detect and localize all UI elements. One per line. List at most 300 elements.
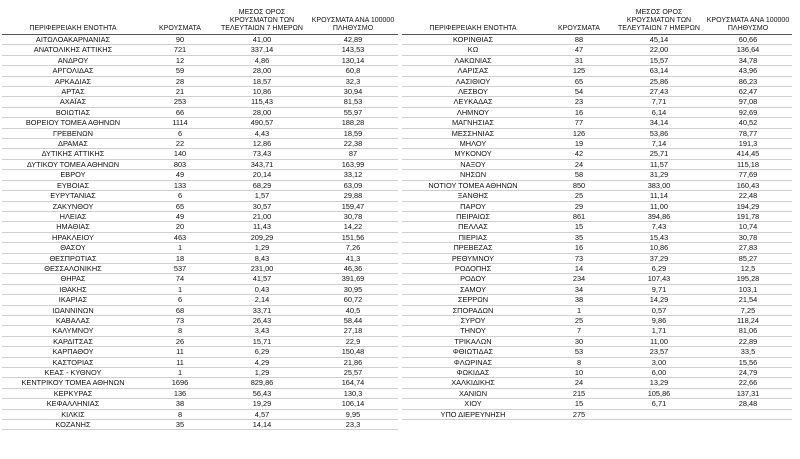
avg7-cell: 1,29 (216, 368, 308, 378)
per100k-cell: 32,3 (308, 76, 398, 86)
cases-cell: 34 (544, 284, 614, 294)
per100k-cell: 30,94 (308, 87, 398, 97)
cases-cell: 25 (544, 315, 614, 325)
per100k-cell: 21,54 (704, 295, 792, 305)
per100k-cell: 85,27 (704, 253, 792, 263)
table-row (402, 128, 792, 138)
cases-cell: 140 (144, 149, 216, 159)
table-row (2, 180, 398, 190)
cases-table-left (2, 8, 398, 430)
per100k-cell: 191,3 (704, 139, 792, 149)
per100k-cell: 43,96 (704, 66, 792, 76)
cases-cell: 10 (544, 368, 614, 378)
region-cell: ΑΡΤΑΣ (2, 87, 144, 97)
per100k-cell: 188,28 (308, 118, 398, 128)
cases-cell: 77 (544, 118, 614, 128)
region-cell: ΡΟΔΟΥ (402, 274, 544, 284)
col-header-cases-per-100k: ΚΡΟΥΣΜΑΤΑ ΑΝΑ 100000 ΠΛΗΘΥΣΜΟ (308, 8, 398, 35)
per100k-cell: 160,43 (704, 180, 792, 190)
avg7-cell: 6,14 (614, 107, 704, 117)
avg7-cell: 19,29 (216, 399, 308, 409)
table-row (2, 347, 398, 357)
avg7-cell: 6,29 (614, 263, 704, 273)
cases-cell: 21 (144, 87, 216, 97)
region-cell: ΑΝΑΤΟΛΙΚΗΣ ΑΤΤΙΚΗΣ (2, 45, 144, 55)
region-cell: ΘΕΣΠΡΩΤΙΑΣ (2, 253, 144, 263)
table-row (2, 118, 398, 128)
per100k-cell: 42,89 (308, 35, 398, 45)
table-row (2, 284, 398, 294)
table-row (402, 399, 792, 409)
avg7-cell: 11,00 (614, 336, 704, 346)
region-cell: ΛΕΥΚΑΔΑΣ (402, 97, 544, 107)
avg7-cell: 30,57 (216, 201, 308, 211)
region-cell: ΚΙΛΚΙΣ (2, 409, 144, 419)
cases-cell: 6 (144, 128, 216, 138)
region-cell: ΛΗΜΝΟΥ (402, 107, 544, 117)
region-cell: ΣΕΡΡΩΝ (402, 295, 544, 305)
table-row (402, 66, 792, 76)
col-header-region: ΠΕΡΙΦΕΡΕΙΑΚΗ ΕΝΟΤΗΤΑ (402, 8, 544, 35)
per100k-cell: 46,36 (308, 263, 398, 273)
per100k-cell: 60,66 (704, 35, 792, 45)
table-row (402, 201, 792, 211)
region-cell: ΚΕΑΣ - ΚΥΘΝΟΥ (2, 368, 144, 378)
per100k-cell: 77,69 (704, 170, 792, 180)
per100k-cell: 87 (308, 149, 398, 159)
table-row (2, 232, 398, 242)
per100k-cell: 23,3 (308, 420, 398, 430)
table-row (402, 326, 792, 336)
region-cell: ΚΑΣΤΟΡΙΑΣ (2, 357, 144, 367)
cases-cell: 38 (144, 399, 216, 409)
region-cell: ΘΗΡΑΣ (2, 274, 144, 284)
avg7-cell: 0,43 (216, 284, 308, 294)
region-cell: ΚΟΡΙΝΘΙΑΣ (402, 35, 544, 45)
avg7-cell: 6,00 (614, 368, 704, 378)
cases-cell: 1114 (144, 118, 216, 128)
per100k-cell: 28,48 (704, 399, 792, 409)
table-row (402, 45, 792, 55)
cases-cell: 7 (544, 326, 614, 336)
table-row (2, 305, 398, 315)
region-cell: ΚΑΒΑΛΑΣ (2, 315, 144, 325)
per100k-cell: 86,23 (704, 76, 792, 86)
avg7-cell: 41,57 (216, 274, 308, 284)
table-row (2, 107, 398, 117)
table-row (402, 336, 792, 346)
per100k-cell: 22,48 (704, 191, 792, 201)
cases-cell: 861 (544, 211, 614, 221)
cases-cell: 31 (544, 55, 614, 65)
table-row (402, 263, 792, 273)
region-cell: ΧΑΛΚΙΔΙΚΗΣ (402, 378, 544, 388)
per100k-cell: 55,97 (308, 107, 398, 117)
table-row (2, 170, 398, 180)
per100k-cell: 22,66 (704, 378, 792, 388)
avg7-cell: 45,14 (614, 35, 704, 45)
per100k-cell: 194,29 (704, 201, 792, 211)
table-row (402, 222, 792, 232)
table-row (2, 55, 398, 65)
table-row (402, 159, 792, 169)
region-cell: ΕΥΡΥΤΑΝΙΑΣ (2, 191, 144, 201)
per100k-cell: 27,18 (308, 326, 398, 336)
per100k-cell: 136,64 (704, 45, 792, 55)
avg7-cell: 25,86 (614, 76, 704, 86)
region-cell: ΥΠΟ ΔΙΕΡΕΥΝΗΣΗ (402, 409, 544, 419)
region-cell: ΙΘΑΚΗΣ (2, 284, 144, 294)
avg7-cell: 1,71 (614, 326, 704, 336)
per100k-cell: 58,44 (308, 315, 398, 325)
cases-cell: 16 (544, 243, 614, 253)
region-cell: ΠΑΡΟΥ (402, 201, 544, 211)
region-cell: ΠΕΛΛΑΣ (402, 222, 544, 232)
avg7-cell: 28,00 (216, 66, 308, 76)
region-cell: ΚΕΦΑΛΛΗΝΙΑΣ (2, 399, 144, 409)
region-cell: ΚΑΛΥΜΝΟΥ (2, 326, 144, 336)
region-cell: ΑΝΔΡΟΥ (2, 55, 144, 65)
region-cell: ΜΑΓΝΗΣΙΑΣ (402, 118, 544, 128)
cases-cell: 850 (544, 180, 614, 190)
avg7-cell: 14,29 (614, 295, 704, 305)
table-row (402, 295, 792, 305)
per100k-cell: 62,47 (704, 87, 792, 97)
table-row (402, 378, 792, 388)
table-row (2, 315, 398, 325)
table-body-right (402, 35, 792, 420)
cases-cell: 133 (144, 180, 216, 190)
avg7-cell: 2,14 (216, 295, 308, 305)
table-row (2, 45, 398, 55)
avg7-cell: 21,00 (216, 211, 308, 221)
cases-cell: 58 (544, 170, 614, 180)
table-row (402, 305, 792, 315)
avg7-cell: 56,43 (216, 388, 308, 398)
avg7-cell: 11,43 (216, 222, 308, 232)
avg7-cell: 115,43 (216, 97, 308, 107)
cases-cell: 721 (144, 45, 216, 55)
table-row (2, 222, 398, 232)
table-row (402, 107, 792, 117)
region-cell: ΑΧΑΪΑΣ (2, 97, 144, 107)
cases-cell: 65 (144, 201, 216, 211)
per100k-cell: 14,22 (308, 222, 398, 232)
region-cell: ΜΗΛΟΥ (402, 139, 544, 149)
avg7-cell: 63,14 (614, 66, 704, 76)
region-cell: ΤΗΝΟΥ (402, 326, 544, 336)
avg7-cell: 4,86 (216, 55, 308, 65)
avg7-cell: 11,57 (614, 159, 704, 169)
table-row (402, 284, 792, 294)
cases-cell: 90 (144, 35, 216, 45)
region-cell: ΗΜΑΘΙΑΣ (2, 222, 144, 232)
cases-table-right (402, 8, 792, 420)
region-cell: ΡΕΘΥΜΝΟΥ (402, 253, 544, 263)
per100k-cell: 22,89 (704, 336, 792, 346)
avg7-cell: 26,43 (216, 315, 308, 325)
cases-cell: 54 (544, 87, 614, 97)
cases-cell: 12 (144, 55, 216, 65)
region-cell: ΚΑΡΔΙΤΣΑΣ (2, 336, 144, 346)
table-row (402, 315, 792, 325)
avg7-cell: 9,86 (614, 315, 704, 325)
table-row (402, 76, 792, 86)
table-row (402, 232, 792, 242)
region-cell: ΛΑΡΙΣΑΣ (402, 66, 544, 76)
cases-cell: 65 (544, 76, 614, 86)
table-row (2, 368, 398, 378)
avg7-cell: 27,43 (614, 87, 704, 97)
region-cell: ΠΕΙΡΑΙΩΣ (402, 211, 544, 221)
cases-cell: 6 (144, 191, 216, 201)
table-row (402, 274, 792, 284)
region-cell: ΑΡΓΟΛΙΔΑΣ (2, 66, 144, 76)
avg7-cell: 28,00 (216, 107, 308, 117)
table-row (2, 159, 398, 169)
region-cell: ΘΕΣΣΑΛΟΝΙΚΗΣ (2, 263, 144, 273)
region-cell: ΔΡΑΜΑΣ (2, 139, 144, 149)
cases-cell: 22 (144, 139, 216, 149)
avg7-cell: 394,86 (614, 211, 704, 221)
region-cell: ΕΥΒΟΙΑΣ (2, 180, 144, 190)
table-row (402, 191, 792, 201)
avg7-cell: 11,14 (614, 191, 704, 201)
cases-cell: 49 (144, 170, 216, 180)
avg7-cell: 8,43 (216, 253, 308, 263)
per100k-cell: 21,86 (308, 357, 398, 367)
cases-cell: 30 (544, 336, 614, 346)
per100k-cell: 130,3 (308, 388, 398, 398)
cases-cell: 74 (144, 274, 216, 284)
region-cell: ΙΚΑΡΙΑΣ (2, 295, 144, 305)
table-row (2, 191, 398, 201)
region-cell: ΛΑΣΙΘΙΟΥ (402, 76, 544, 86)
table-row (402, 118, 792, 128)
region-cell: ΚΑΡΠΑΘΟΥ (2, 347, 144, 357)
cases-cell: 20 (144, 222, 216, 232)
region-cell: ΣΠΟΡΑΔΩΝ (402, 305, 544, 315)
avg7-cell: 33,71 (216, 305, 308, 315)
region-cell: ΛΕΣΒΟΥ (402, 87, 544, 97)
region-cell: ΛΑΚΩΝΙΑΣ (402, 55, 544, 65)
per100k-cell: 164,74 (308, 378, 398, 388)
per100k-cell: 33,12 (308, 170, 398, 180)
avg7-cell: 4,57 (216, 409, 308, 419)
table-row (402, 139, 792, 149)
region-cell: ΖΑΚΥΝΘΟΥ (2, 201, 144, 211)
per100k-cell: 30,95 (308, 284, 398, 294)
cases-cell: 38 (544, 295, 614, 305)
avg7-cell: 15,57 (614, 55, 704, 65)
table-row (2, 409, 398, 419)
per100k-cell: 25,57 (308, 368, 398, 378)
per100k-cell: 137,31 (704, 388, 792, 398)
table-row (402, 388, 792, 398)
region-cell: ΕΒΡΟΥ (2, 170, 144, 180)
region-cell: ΜΥΚΟΝΟΥ (402, 149, 544, 159)
cases-cell: 215 (544, 388, 614, 398)
region-cell: ΚΩ (402, 45, 544, 55)
table-row (402, 211, 792, 221)
per100k-cell: 7,26 (308, 243, 398, 253)
table-row (402, 368, 792, 378)
region-cell: ΣΑΜΟΥ (402, 284, 544, 294)
cases-cell: 73 (144, 315, 216, 325)
per100k-cell: 60,72 (308, 295, 398, 305)
avg7-cell: 7,43 (614, 222, 704, 232)
per100k-cell: 10,74 (704, 222, 792, 232)
region-cell: ΑΡΚΑΔΙΑΣ (2, 76, 144, 86)
table-row (2, 295, 398, 305)
table-row (402, 35, 792, 45)
cases-cell: 66 (144, 107, 216, 117)
region-cell: ΑΙΤΩΛΟΑΚΑΡΝΑΝΙΑΣ (2, 35, 144, 45)
cases-cell: 1696 (144, 378, 216, 388)
region-cell: ΗΡΑΚΛΕΙΟΥ (2, 232, 144, 242)
per100k-cell: 33,5 (704, 347, 792, 357)
header-row (2, 8, 398, 35)
avg7-cell: 4,29 (216, 357, 308, 367)
table-row (2, 274, 398, 284)
col-header-7day-average: ΜΕΣΟΣ ΟΡΟΣ ΚΡΟΥΣΜΑΤΩΝ ΤΩΝ ΤΕΛΕΥΤΑΙΩΝ 7 ΗΜΕΡΩΝ (216, 8, 308, 35)
avg7-cell: 68,29 (216, 180, 308, 190)
region-cell: ΣΥΡΟΥ (402, 315, 544, 325)
cases-cell: 59 (144, 66, 216, 76)
avg7-cell: 1,29 (216, 243, 308, 253)
table-row (2, 388, 398, 398)
region-cell: ΝΟΤΙΟΥ ΤΟΜΕΑ ΑΘΗΝΩΝ (402, 180, 544, 190)
region-cell: ΞΑΝΘΗΣ (402, 191, 544, 201)
region-cell: ΦΩΚΙΔΑΣ (402, 368, 544, 378)
region-cell: ΡΟΔΟΠΗΣ (402, 263, 544, 273)
table-row (2, 66, 398, 76)
table-row (2, 149, 398, 159)
avg7-cell: 31,29 (614, 170, 704, 180)
per100k-cell: 78,77 (704, 128, 792, 138)
avg7-cell: 25,71 (614, 149, 704, 159)
avg7-cell: 11,00 (614, 201, 704, 211)
avg7-cell: 0,57 (614, 305, 704, 315)
avg7-cell: 53,86 (614, 128, 704, 138)
avg7-cell: 14,14 (216, 420, 308, 430)
table-body-left (2, 35, 398, 430)
per100k-cell: 391,69 (308, 274, 398, 284)
region-cell: ΗΛΕΙΑΣ (2, 211, 144, 221)
cases-cell: 234 (544, 274, 614, 284)
region-cell: ΓΡΕΒΕΝΩΝ (2, 128, 144, 138)
table-row (2, 243, 398, 253)
table-row (402, 55, 792, 65)
table-row (2, 326, 398, 336)
per100k-cell: 30,78 (308, 211, 398, 221)
table-row (2, 420, 398, 430)
table-row (2, 357, 398, 367)
per100k-cell: 7,25 (704, 305, 792, 315)
cases-cell: 29 (544, 201, 614, 211)
cases-cell: 68 (144, 305, 216, 315)
avg7-cell: 3,00 (614, 357, 704, 367)
cases-cell: 11 (144, 347, 216, 357)
cases-cell: 42 (544, 149, 614, 159)
per100k-cell: 103,1 (704, 284, 792, 294)
table-row (2, 139, 398, 149)
cases-cell: 136 (144, 388, 216, 398)
avg7-cell: 343,71 (216, 159, 308, 169)
cases-cell: 24 (544, 159, 614, 169)
per100k-cell: 163,99 (308, 159, 398, 169)
cases-cell: 24 (544, 378, 614, 388)
per100k-cell: 22,38 (308, 139, 398, 149)
cases-cell: 1 (144, 284, 216, 294)
col-header-7day-average: ΜΕΣΟΣ ΟΡΟΣ ΚΡΟΥΣΜΑΤΩΝ ΤΩΝ ΤΕΛΕΥΤΑΙΩΝ 7 ΗΜΕΡΩΝ (614, 8, 704, 35)
avg7-cell: 41,00 (216, 35, 308, 45)
table-row (2, 35, 398, 45)
cases-cell: 18 (144, 253, 216, 263)
per100k-cell: 40,5 (308, 305, 398, 315)
region-cell: ΒΟΙΩΤΙΑΣ (2, 107, 144, 117)
per100k-cell: 15,56 (704, 357, 792, 367)
per100k-cell: 24,79 (704, 368, 792, 378)
table-row (402, 87, 792, 97)
cases-cell: 6 (144, 295, 216, 305)
per100k-cell: 81,53 (308, 97, 398, 107)
header-row (402, 8, 792, 35)
col-header-cases: ΚΡΟΥΣΜΑΤΑ (144, 8, 216, 35)
table-row (2, 128, 398, 138)
avg7-cell: 3,43 (216, 326, 308, 336)
region-cell: ΦΘΙΩΤΙΔΑΣ (402, 347, 544, 357)
region-cell: ΠΙΕΡΙΑΣ (402, 232, 544, 242)
cases-cell: 16 (544, 107, 614, 117)
region-cell: ΔΥΤΙΚΟΥ ΤΟΜΕΑ ΑΘΗΝΩΝ (2, 159, 144, 169)
per100k-cell: 60,8 (308, 66, 398, 76)
table-row (402, 149, 792, 159)
avg7-cell: 34,14 (614, 118, 704, 128)
table-row (402, 409, 792, 419)
col-header-region: ΠΕΡΙΦΕΡΕΙΑΚΗ ΕΝΟΤΗΤΑ (2, 8, 144, 35)
region-cell: ΚΕΝΤΡΙΚΟΥ ΤΟΜΕΑ ΑΘΗΝΩΝ (2, 378, 144, 388)
avg7-cell: 20,14 (216, 170, 308, 180)
table-row (2, 336, 398, 346)
avg7-cell: 4,43 (216, 128, 308, 138)
region-cell: ΤΡΙΚΑΛΩΝ (402, 336, 544, 346)
avg7-cell: 337,14 (216, 45, 308, 55)
cases-cell: 8 (544, 357, 614, 367)
per100k-cell: 29,88 (308, 191, 398, 201)
table-row (2, 201, 398, 211)
avg7-cell: 10,86 (614, 243, 704, 253)
per100k-cell: 81,06 (704, 326, 792, 336)
avg7-cell: 12,86 (216, 139, 308, 149)
col-header-cases: ΚΡΟΥΣΜΑΤΑ (544, 8, 614, 35)
table-row (402, 357, 792, 367)
cases-cell: 8 (144, 326, 216, 336)
cases-cell: 253 (144, 97, 216, 107)
cases-cell: 11 (144, 357, 216, 367)
avg7-cell: 7,14 (614, 139, 704, 149)
avg7-cell: 383,00 (614, 180, 704, 190)
avg7-cell: 37,29 (614, 253, 704, 263)
cases-cell: 73 (544, 253, 614, 263)
per100k-cell: 151,56 (308, 232, 398, 242)
per100k-cell: 9,95 (308, 409, 398, 419)
table-row (402, 97, 792, 107)
region-cell: ΘΑΣΟΥ (2, 243, 144, 253)
region-cell: ΠΡΕΒΕΖΑΣ (402, 243, 544, 253)
avg7-cell: 9,71 (614, 284, 704, 294)
region-cell: ΦΛΩΡΙΝΑΣ (402, 357, 544, 367)
